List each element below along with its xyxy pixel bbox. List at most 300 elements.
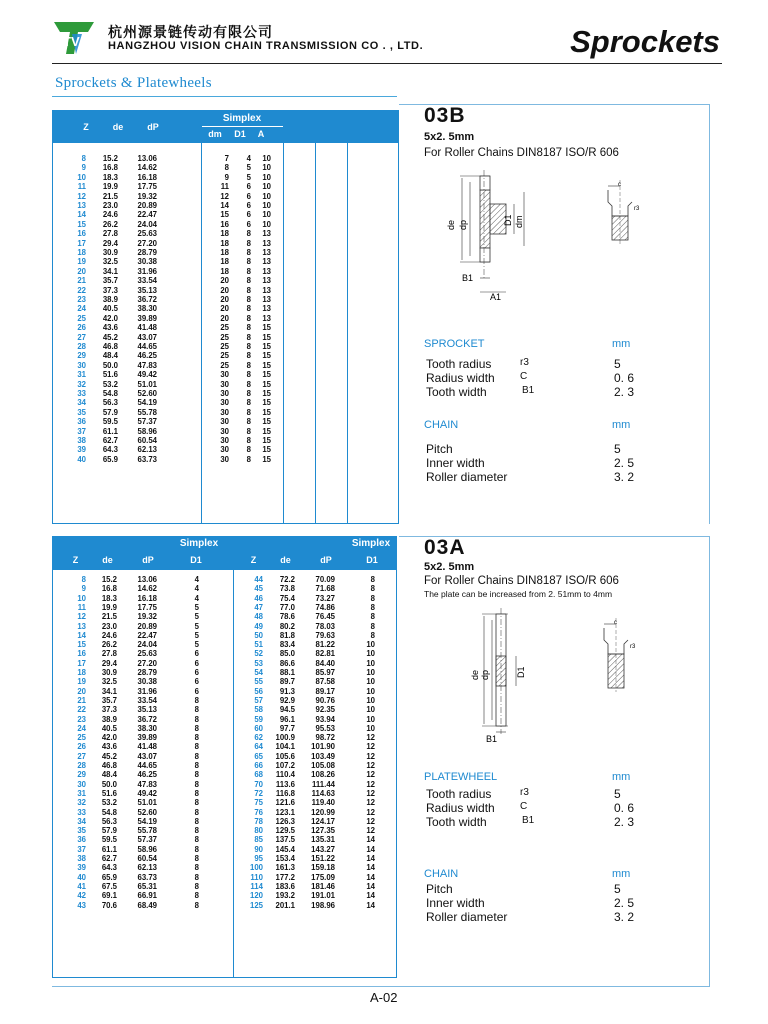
header-rule bbox=[201, 126, 283, 127]
table-cell: 50 bbox=[254, 630, 263, 640]
table-cell: 16 bbox=[77, 649, 86, 659]
spec-symbol: C bbox=[520, 801, 528, 812]
table-cell: 108.26 bbox=[311, 770, 335, 780]
table-cell: 100 bbox=[249, 863, 263, 873]
table-cell: 29 bbox=[77, 351, 86, 361]
table-cell: 10 bbox=[366, 723, 375, 733]
table-row bbox=[53, 696, 396, 705]
table-cell: 18 bbox=[220, 257, 229, 267]
table-cell: 36 bbox=[77, 835, 86, 845]
table-cell: 46.8 bbox=[102, 342, 118, 351]
table-cell: 60.54 bbox=[137, 854, 157, 863]
table-cell: 8 bbox=[194, 854, 199, 863]
table-cell: 10 bbox=[262, 191, 271, 201]
page-number: A-02 bbox=[370, 990, 398, 1005]
table-cell: 24.04 bbox=[137, 219, 157, 229]
label-d1: D1 bbox=[503, 214, 513, 226]
table-cell: 80.2 bbox=[279, 621, 295, 631]
table-cell: 18 bbox=[220, 266, 229, 276]
table-cell: 8 bbox=[246, 454, 251, 464]
table-cell: 175.09 bbox=[311, 872, 335, 882]
table-cell: 72.2 bbox=[279, 575, 295, 584]
table-cell: 24 bbox=[77, 304, 86, 314]
table-cell: 15 bbox=[262, 323, 271, 333]
table-cell: 30.9 bbox=[102, 248, 118, 257]
table-row bbox=[53, 248, 398, 257]
label-de-03a: de bbox=[470, 669, 480, 680]
spec-name: Roller diameter bbox=[426, 910, 508, 924]
col-header-d1-left: D1 bbox=[190, 555, 202, 565]
table-cell: 42 bbox=[77, 891, 86, 901]
table-cell: 85.97 bbox=[315, 668, 335, 677]
table-cell: 43.07 bbox=[137, 332, 157, 342]
table-cell: 83.4 bbox=[279, 640, 295, 650]
table-row bbox=[53, 780, 396, 789]
table-cell: 37.3 bbox=[101, 705, 117, 715]
table-cell: 129.5 bbox=[275, 826, 295, 836]
table-row bbox=[53, 724, 396, 733]
table-cell: 55 bbox=[254, 677, 263, 687]
table-cell: 145.4 bbox=[275, 844, 295, 854]
label-dp: dp bbox=[458, 219, 468, 230]
table-cell: 30 bbox=[77, 779, 86, 789]
table-cell: 14 bbox=[366, 881, 375, 891]
table-row bbox=[53, 835, 396, 844]
table-cell: 34.1 bbox=[102, 266, 118, 276]
table-cell: 32.5 bbox=[101, 677, 117, 687]
table-cell: 30.38 bbox=[137, 257, 157, 267]
table-row bbox=[53, 733, 396, 742]
table-row bbox=[53, 668, 396, 677]
table-cell: 19 bbox=[77, 677, 86, 687]
table-cell: 5 bbox=[246, 163, 251, 173]
table-cell: 62 bbox=[254, 733, 263, 743]
table-cell: 22.47 bbox=[137, 210, 157, 220]
table-cell: 14 bbox=[77, 210, 86, 220]
table-cell: 8 bbox=[194, 900, 199, 910]
table-cell: 8 bbox=[194, 695, 199, 705]
table-cell: 8 bbox=[246, 323, 251, 333]
spec-value: 5 bbox=[614, 882, 621, 896]
table-cell: 62.13 bbox=[137, 445, 157, 455]
table-cell: 39.89 bbox=[137, 733, 157, 743]
table-row bbox=[53, 342, 398, 351]
table-cell: 51.01 bbox=[137, 379, 157, 389]
table-row bbox=[53, 417, 398, 426]
table-cell: 124.17 bbox=[311, 816, 335, 826]
table-cell: 16 bbox=[77, 229, 86, 239]
table-cell: 30 bbox=[220, 436, 229, 445]
table-cell: 25 bbox=[77, 733, 86, 743]
table-cell: 9 bbox=[81, 584, 86, 594]
table-cell: 153.4 bbox=[275, 854, 295, 863]
table-cell: 10 bbox=[366, 705, 375, 715]
table-cell: 21 bbox=[77, 695, 86, 705]
col-header-de-left: de bbox=[102, 555, 113, 565]
spec-name: Radius width bbox=[426, 801, 495, 815]
table-03a-group-label-left: Simplex bbox=[179, 538, 219, 549]
table-cell: 54.19 bbox=[137, 816, 157, 826]
table-cell: 8 bbox=[370, 621, 375, 631]
table-row bbox=[53, 163, 398, 172]
table-cell: 80 bbox=[254, 826, 263, 836]
table-cell: 24.04 bbox=[137, 640, 157, 650]
table-cell: 62.7 bbox=[101, 854, 117, 863]
table-cell: 6 bbox=[246, 210, 251, 220]
table-row bbox=[53, 427, 398, 436]
sprocket-spec-heading: SPROCKET bbox=[424, 338, 485, 350]
table-cell: 89.7 bbox=[279, 677, 295, 687]
table-cell: 18.3 bbox=[101, 593, 117, 603]
table-cell: 15.2 bbox=[101, 575, 117, 584]
table-cell: 6 bbox=[194, 658, 199, 668]
table-row bbox=[53, 742, 396, 751]
table-row bbox=[53, 173, 398, 182]
table-cell: 8 bbox=[194, 863, 199, 873]
table-cell: 70 bbox=[254, 779, 263, 789]
col-header-dp: dP bbox=[147, 122, 159, 132]
table-cell: 8 bbox=[246, 238, 251, 248]
table-cell: 49 bbox=[254, 621, 263, 631]
table-cell: 64 bbox=[254, 742, 263, 752]
table-cell: 30 bbox=[220, 445, 229, 455]
table-cell: 28 bbox=[77, 761, 86, 770]
col-header-z: Z bbox=[83, 122, 89, 132]
table-cell: 13.06 bbox=[137, 154, 157, 163]
table-cell: 10 bbox=[366, 668, 375, 677]
table-cell: 12 bbox=[366, 733, 375, 743]
spec-value: 3. 2 bbox=[614, 470, 635, 484]
table-cell: 25.63 bbox=[137, 229, 157, 239]
table-cell: 177.2 bbox=[275, 872, 295, 882]
table-cell: 5 bbox=[194, 612, 199, 622]
table-cell: 120.99 bbox=[311, 807, 335, 817]
table-cell: 8 bbox=[246, 266, 251, 276]
table-cell: 29.4 bbox=[101, 658, 117, 668]
table-cell: 10 bbox=[366, 658, 375, 668]
table-cell: 60.54 bbox=[137, 436, 157, 445]
table-cell: 18 bbox=[220, 229, 229, 239]
table-cell: 57.37 bbox=[137, 835, 157, 845]
table-cell: 51.01 bbox=[137, 798, 157, 808]
table-cell: 15 bbox=[262, 407, 271, 417]
table-cell: 88.1 bbox=[279, 668, 295, 677]
table-cell: 30 bbox=[220, 454, 229, 464]
table-cell: 8 bbox=[246, 313, 251, 323]
table-cell: 8 bbox=[194, 891, 199, 901]
table-row bbox=[53, 220, 398, 229]
table-cell: 38.9 bbox=[102, 295, 118, 304]
table-cell: 37 bbox=[77, 426, 86, 436]
panel-03a-right-rule bbox=[709, 536, 710, 986]
spec-row bbox=[424, 910, 664, 924]
table-cell: 8 bbox=[246, 417, 251, 427]
table-row bbox=[53, 863, 396, 872]
table-cell: 82.81 bbox=[315, 649, 335, 659]
spec-symbol: C bbox=[520, 371, 528, 382]
table-cell: 43.07 bbox=[137, 751, 157, 761]
table-cell: 22 bbox=[77, 285, 86, 295]
table-cell: 8 bbox=[194, 705, 199, 715]
table-cell: 76 bbox=[254, 807, 263, 817]
table-cell: 38.30 bbox=[137, 304, 157, 314]
table-cell: 65.31 bbox=[137, 881, 157, 891]
table-cell: 8 bbox=[246, 445, 251, 455]
table-cell: 78.03 bbox=[315, 621, 335, 631]
table-cell: 54.19 bbox=[137, 398, 157, 408]
table-cell: 110 bbox=[250, 872, 263, 882]
table-cell: 13 bbox=[262, 229, 271, 239]
table-cell: 11 bbox=[77, 602, 86, 612]
logo-text: TV bbox=[63, 34, 80, 49]
table-cell: 8 bbox=[246, 436, 251, 445]
table-cell: 123.1 bbox=[275, 807, 295, 817]
table-cell: 14.62 bbox=[137, 584, 157, 594]
table-cell: 35.13 bbox=[137, 705, 157, 715]
table-cell: 12 bbox=[366, 807, 375, 817]
table-cell: 5 bbox=[194, 621, 199, 631]
table-cell: 39 bbox=[77, 863, 86, 873]
col-header-a: A bbox=[257, 129, 265, 139]
table-cell: 86.6 bbox=[279, 658, 295, 668]
spec-name: Pitch bbox=[426, 442, 453, 456]
table-cell: 53.2 bbox=[101, 798, 117, 808]
table-cell: 44.65 bbox=[137, 761, 157, 770]
table-cell: 32 bbox=[77, 379, 86, 389]
spec-name: Pitch bbox=[426, 882, 453, 896]
table-cell: 51.6 bbox=[102, 370, 118, 380]
table-row bbox=[53, 798, 396, 807]
table-cell: 52 bbox=[254, 649, 263, 659]
table-cell: 27.20 bbox=[137, 658, 157, 668]
table-cell: 28.79 bbox=[137, 248, 157, 257]
table-row bbox=[53, 257, 398, 266]
table-cell: 51.6 bbox=[101, 788, 117, 798]
table-cell: 81.8 bbox=[279, 630, 295, 640]
table-03a-header bbox=[53, 537, 396, 570]
chain-spec-heading-03a: CHAIN bbox=[424, 868, 459, 880]
table-cell: 16.18 bbox=[137, 172, 157, 182]
table-03b-group-label: Simplex bbox=[222, 113, 262, 124]
table-cell: 30 bbox=[220, 370, 229, 380]
table-row bbox=[53, 398, 398, 407]
table-cell: 8 bbox=[194, 844, 199, 854]
table-row bbox=[53, 677, 396, 686]
table-cell: 30 bbox=[220, 426, 229, 436]
table-cell: 96.1 bbox=[279, 714, 295, 724]
table-row bbox=[53, 649, 396, 658]
table-cell: 107.2 bbox=[275, 761, 295, 770]
table-cell: 85.0 bbox=[279, 649, 295, 659]
table-cell: 33 bbox=[77, 389, 86, 398]
table-row bbox=[53, 304, 398, 313]
table-cell: 19.32 bbox=[137, 612, 157, 622]
table-cell: 12 bbox=[366, 826, 375, 836]
spec-value: 2. 5 bbox=[614, 456, 635, 470]
table-cell: 46 bbox=[254, 593, 263, 603]
spec-row bbox=[424, 357, 664, 371]
table-row bbox=[53, 154, 398, 163]
table-cell: 32.5 bbox=[102, 257, 118, 267]
table-cell: 8 bbox=[194, 779, 199, 789]
table-cell: 8 bbox=[194, 788, 199, 798]
table-cell: 16.18 bbox=[137, 593, 157, 603]
table-cell: 8 bbox=[194, 714, 199, 724]
table-cell: 13 bbox=[262, 266, 271, 276]
table-cell: 13 bbox=[262, 238, 271, 248]
spec-value: 5 bbox=[614, 442, 621, 456]
table-cell: 111.44 bbox=[312, 779, 335, 789]
table-cell: 57 bbox=[254, 695, 263, 705]
table-cell: 78.6 bbox=[279, 612, 295, 622]
table-cell: 25 bbox=[220, 360, 229, 370]
table-cell: 70.09 bbox=[315, 575, 335, 584]
table-cell: 30.38 bbox=[137, 677, 157, 687]
spec-value: 0. 6 bbox=[614, 371, 635, 385]
col-header-z-left: Z bbox=[72, 555, 79, 565]
table-cell: 8 bbox=[194, 761, 199, 770]
table-cell: 46.25 bbox=[137, 770, 157, 780]
tooth-profile-03a-drawing bbox=[594, 614, 644, 694]
table-row bbox=[53, 808, 396, 817]
table-cell: 12 bbox=[77, 612, 86, 622]
table-cell: 8 bbox=[246, 304, 251, 314]
table-row bbox=[53, 408, 398, 417]
table-cell: 6 bbox=[194, 677, 199, 687]
table-row bbox=[53, 445, 398, 454]
table-row bbox=[53, 267, 398, 276]
table-cell: 6 bbox=[246, 191, 251, 201]
table-row bbox=[53, 276, 398, 285]
table-cell: 8 bbox=[194, 723, 199, 733]
table-cell: 10 bbox=[262, 182, 271, 192]
col-header-dp-right: dP bbox=[320, 555, 332, 565]
table-cell: 65 bbox=[254, 751, 263, 761]
table-cell: 5 bbox=[246, 172, 251, 182]
table-cell: 23 bbox=[77, 714, 86, 724]
chain-spec-unit-03b: mm bbox=[612, 419, 631, 431]
label-a1: A1 bbox=[490, 292, 502, 302]
table-cell: 8 bbox=[246, 360, 251, 370]
table-cell: 57.9 bbox=[102, 407, 118, 417]
table-cell: 8 bbox=[194, 835, 199, 845]
table-cell: 114 bbox=[250, 881, 263, 891]
col-header-d1: D1 bbox=[234, 129, 246, 139]
table-cell: 12 bbox=[366, 770, 375, 780]
table-row bbox=[53, 389, 398, 398]
table-cell: 4 bbox=[194, 575, 199, 584]
label-dp-03a: dp bbox=[480, 669, 490, 680]
table-cell: 79.63 bbox=[315, 630, 335, 640]
table-cell: 30 bbox=[220, 417, 229, 427]
table-cell: 45.2 bbox=[102, 332, 118, 342]
table-cell: 6 bbox=[246, 182, 251, 192]
spec-row bbox=[424, 456, 664, 470]
table-cell: 8 bbox=[246, 285, 251, 295]
table-cell: 8 bbox=[370, 602, 375, 612]
table-row bbox=[53, 612, 396, 621]
table-row bbox=[53, 631, 396, 640]
table-cell: 121.6 bbox=[275, 798, 295, 808]
table-cell: 15 bbox=[262, 398, 271, 408]
table-cell: 20 bbox=[77, 686, 86, 696]
table-cell: 10 bbox=[262, 172, 271, 182]
table-cell: 59 bbox=[254, 714, 263, 724]
table-cell: 8 bbox=[246, 398, 251, 408]
table-cell: 54 bbox=[254, 668, 263, 677]
table-cell: 25 bbox=[220, 342, 229, 351]
table-cell: 38 bbox=[77, 854, 86, 863]
table-cell: 45 bbox=[254, 584, 263, 594]
table-cell: 95 bbox=[254, 854, 263, 863]
table-cell: 8 bbox=[246, 379, 251, 389]
table-cell: 30 bbox=[77, 360, 86, 370]
table-cell: 46.8 bbox=[101, 761, 117, 770]
model-03a-title: 03A bbox=[424, 536, 466, 559]
label-c: c bbox=[618, 182, 621, 188]
table-cell: 103.49 bbox=[311, 751, 335, 761]
table-cell: 12 bbox=[77, 191, 86, 201]
table-row bbox=[53, 380, 398, 389]
table-cell: 14 bbox=[366, 891, 375, 901]
table-cell: 10 bbox=[366, 714, 375, 724]
table-cell: 8 bbox=[194, 751, 199, 761]
table-cell: 193.2 bbox=[275, 891, 295, 901]
table-cell: 10 bbox=[262, 219, 271, 229]
table-cell: 15 bbox=[262, 445, 271, 455]
company-name-cn: 杭州源景链传动有限公司 bbox=[108, 25, 273, 41]
table-row bbox=[53, 891, 396, 900]
table-row bbox=[53, 640, 396, 649]
table-cell: 16.8 bbox=[101, 584, 117, 594]
table-cell: 25 bbox=[220, 332, 229, 342]
table-cell: 125 bbox=[249, 900, 263, 910]
table-cell: 31.96 bbox=[137, 266, 157, 276]
spec-value: 2. 3 bbox=[614, 385, 635, 399]
table-cell: 61.1 bbox=[101, 844, 117, 854]
table-cell: 15.2 bbox=[102, 154, 118, 163]
table-cell: 66.91 bbox=[137, 891, 157, 901]
table-cell: 30 bbox=[220, 407, 229, 417]
table-cell: 25 bbox=[220, 351, 229, 361]
table-cell: 30 bbox=[220, 389, 229, 398]
table-cell: 44 bbox=[254, 575, 263, 584]
table-cell: 67.5 bbox=[101, 881, 117, 891]
footer-divider bbox=[52, 986, 710, 987]
table-cell: 57.37 bbox=[137, 417, 157, 427]
table-cell: 48.4 bbox=[102, 351, 118, 361]
table-cell: 4 bbox=[194, 584, 199, 594]
table-cell: 73.27 bbox=[315, 593, 335, 603]
table-cell: 15 bbox=[262, 379, 271, 389]
table-cell: 9 bbox=[81, 163, 86, 173]
platewheel-spec-unit: mm bbox=[612, 771, 631, 783]
table-row bbox=[53, 705, 396, 714]
table-cell: 27 bbox=[77, 751, 86, 761]
table-cell: 91.3 bbox=[279, 686, 295, 696]
table-cell: 34 bbox=[77, 816, 86, 826]
spec-symbol: r3 bbox=[520, 787, 529, 798]
table-cell: 100.9 bbox=[275, 733, 295, 743]
table-cell: 191.01 bbox=[311, 891, 335, 901]
table-cell: 114.63 bbox=[311, 788, 335, 798]
table-row bbox=[53, 436, 398, 445]
company-logo-icon bbox=[52, 20, 96, 56]
table-cell: 13 bbox=[262, 257, 271, 267]
chain-spec-heading-03b: CHAIN bbox=[424, 419, 459, 431]
spec-value: 3. 2 bbox=[614, 910, 635, 924]
table-cell: 64.3 bbox=[101, 863, 117, 873]
